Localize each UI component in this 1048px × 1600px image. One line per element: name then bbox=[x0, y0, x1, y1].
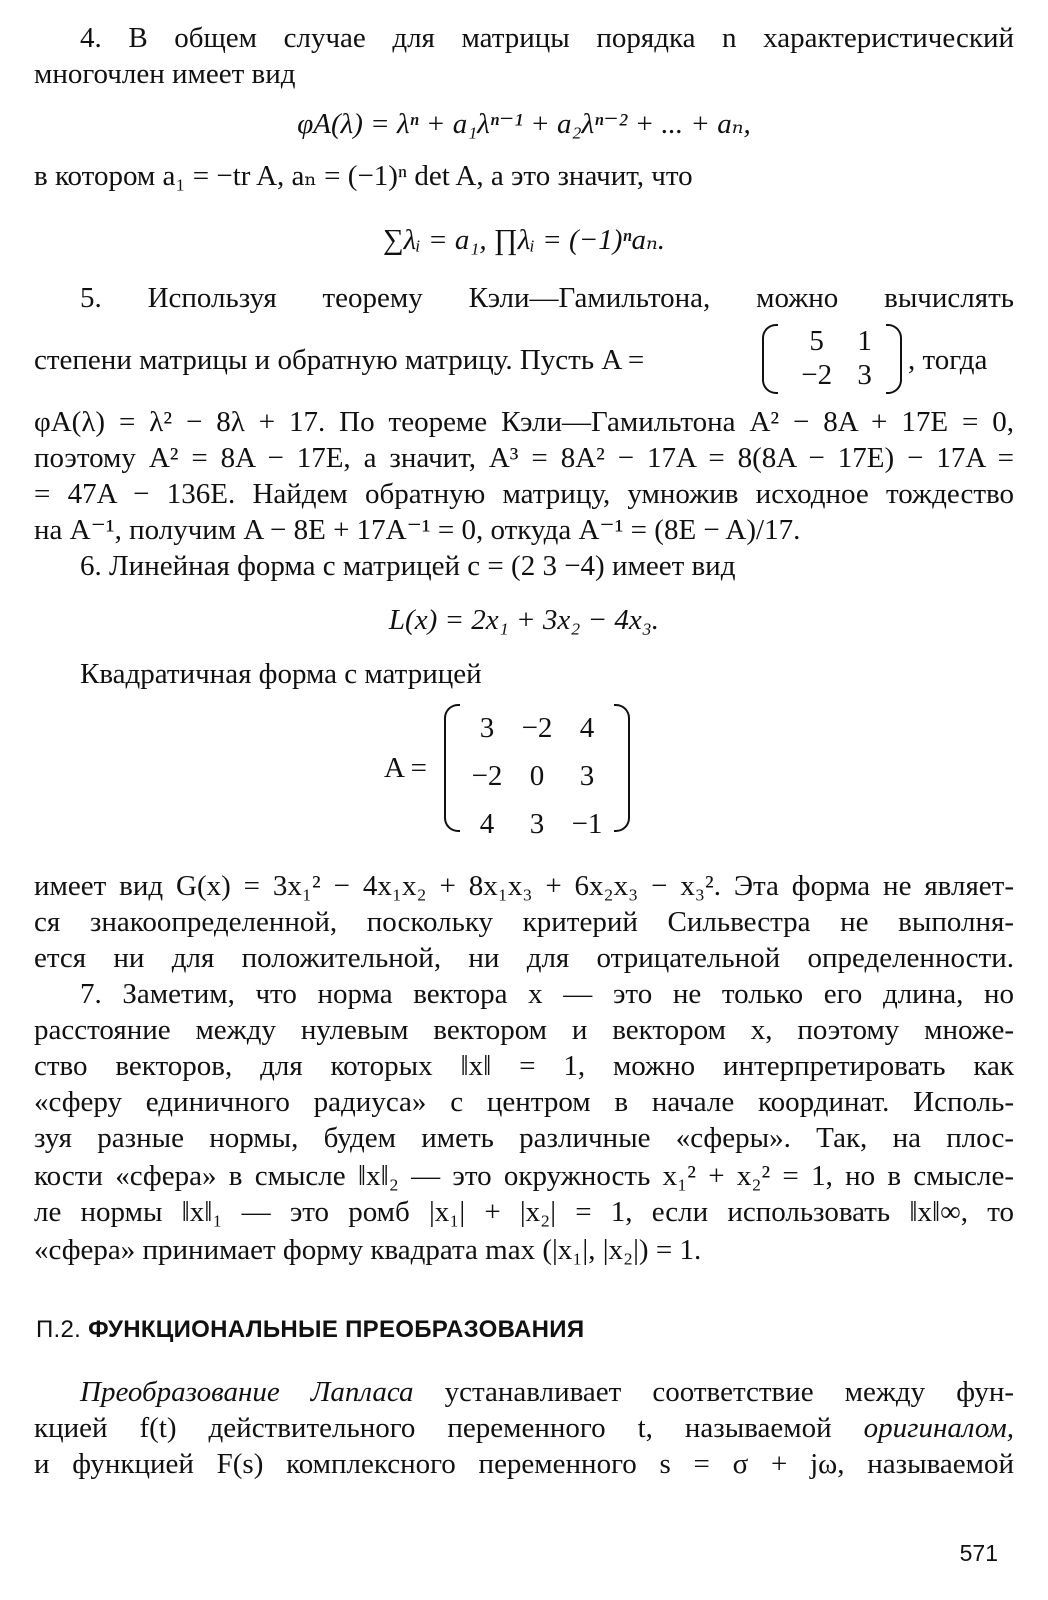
formula-char-poly: φA(λ) = λⁿ + a₁λⁿ⁻¹ + a₂λⁿ⁻² + ... + aₙ, bbox=[297, 108, 751, 140]
text-line: зуя разные нормы, будем иметь различные «сферы». Так, на плос- bbox=[34, 1122, 1014, 1154]
italic-term: Преобразование Лапласа bbox=[80, 1376, 414, 1408]
matrix-cell: −2 bbox=[801, 358, 833, 391]
section-number: П.2. bbox=[36, 1316, 82, 1343]
text-line: ется ни для положительной, ни для отрицательной определенности. bbox=[34, 942, 1014, 974]
text-line: в котором a₁ = −tr A, aₙ = (−1)ⁿ det A, а это значит, что bbox=[34, 160, 693, 192]
matrix-cell: 1 bbox=[857, 324, 872, 357]
text-line: ство векторов, для которых ‖x‖ = 1, можно интерпретировать как bbox=[34, 1050, 1014, 1082]
matrix-cell: −2 bbox=[471, 759, 503, 792]
matrix-cell: 5 bbox=[809, 324, 824, 357]
matrix-3x3 bbox=[444, 704, 630, 840]
section-heading bbox=[36, 1316, 584, 1344]
matrix-cell: −1 bbox=[571, 807, 603, 840]
text-line: φA(λ) = λ² − 8λ + 17. По теореме Кэли—Гамильтона A² − 8A + 17E = 0, bbox=[34, 406, 1014, 438]
text-line: кости «сфера» в смысле ‖x‖₂ — это окружность x₁² + x₂² = 1, но в смысле- bbox=[34, 1160, 1014, 1192]
text-span: кцией f(t) действительного переменного t, называемой bbox=[34, 1412, 832, 1444]
matrix-cell: 3 bbox=[579, 759, 595, 792]
matrix-2x2 bbox=[762, 324, 902, 394]
text-line: 5. Используя теорему Кэли—Гамильтона, можно вычислять bbox=[80, 282, 1014, 314]
text-line: 6. Линейная форма с матрицей c = (2 3 −4) имеет вид bbox=[80, 550, 736, 582]
matrix-cell: 3 bbox=[529, 807, 545, 840]
text-line bbox=[80, 1374, 1014, 1410]
text-line: 7. Заметим, что норма вектора x — это не только его длина, но bbox=[80, 978, 1014, 1010]
text-line: 4. В общем случае для матрицы порядка n характеристический bbox=[80, 22, 1014, 54]
section-title: ФУНКЦИОНАЛЬНЫЕ ПРЕОБРАЗОВАНИЯ bbox=[88, 1316, 585, 1343]
text-line: имеет вид G(x) = 3x₁² − 4x₁x₂ + 8x₁x₃ + 6x₂x₃ − x₃². Эта форма не являет- bbox=[34, 870, 1014, 902]
formula-eigen-sum-product: ∑λᵢ = a₁, ∏λᵢ = (−1)ⁿaₙ. bbox=[382, 224, 666, 256]
text-span: устанавливает соответствие между фун- bbox=[444, 1376, 1014, 1408]
text-line: Квадратичная форма с матрицей bbox=[80, 658, 482, 690]
text-line: ле нормы ‖x‖₁ — это ромб |x₁| + |x₂| = 1, если использовать ‖x‖∞, то bbox=[34, 1196, 1014, 1228]
text-line: многочлен имеет вид bbox=[34, 58, 296, 90]
matrix-label: A = bbox=[384, 752, 427, 784]
text-line: расстояние между нулевым вектором и вектором x, поэтому множе- bbox=[34, 1014, 1014, 1046]
text-line: «сферу единичного радиуса» с центром в начале координат. Исполь- bbox=[34, 1086, 1014, 1118]
matrix-cell: 3 bbox=[479, 711, 495, 744]
text-line: и функцией F(s) комплексного переменного s = σ + jω, называемой bbox=[34, 1448, 1014, 1480]
matrix-cell: 0 bbox=[529, 759, 545, 792]
text-line: , тогда bbox=[908, 344, 988, 376]
matrix-cell: 3 bbox=[857, 358, 872, 391]
page-number: 571 bbox=[959, 1540, 998, 1566]
text-line: на A⁻¹, получим A − 8E + 17A⁻¹ = 0, откуда A⁻¹ = (8E − A)/17. bbox=[34, 514, 801, 546]
formula-linear-form: L(x) = 2x₁ + 3x₂ − 4x₃. bbox=[388, 604, 660, 636]
italic-term: оригиналом, bbox=[863, 1412, 1014, 1444]
text-line bbox=[34, 1410, 1014, 1446]
text-line: ся знакоопределенной, поскольку критерий Сильвестра не выполня- bbox=[34, 906, 1014, 938]
text-line: «сфера» принимает форму квадрата max (|x₁|, |x₂|) = 1. bbox=[34, 1234, 702, 1266]
matrix-cell: −2 bbox=[521, 711, 553, 744]
text-line: = 47A − 136E. Найдем обратную матрицу, умножив исходное тождество bbox=[34, 478, 1014, 510]
text-line: степени матрицы и обратную матрицу. Пусть A = bbox=[34, 344, 645, 376]
matrix-cell: 4 bbox=[579, 711, 595, 744]
matrix-cell: 4 bbox=[479, 807, 495, 840]
text-line: поэтому A² = 8A − 17E, а значит, A³ = 8A² − 17A = 8(8A − 17E) − 17A = bbox=[34, 442, 1014, 474]
